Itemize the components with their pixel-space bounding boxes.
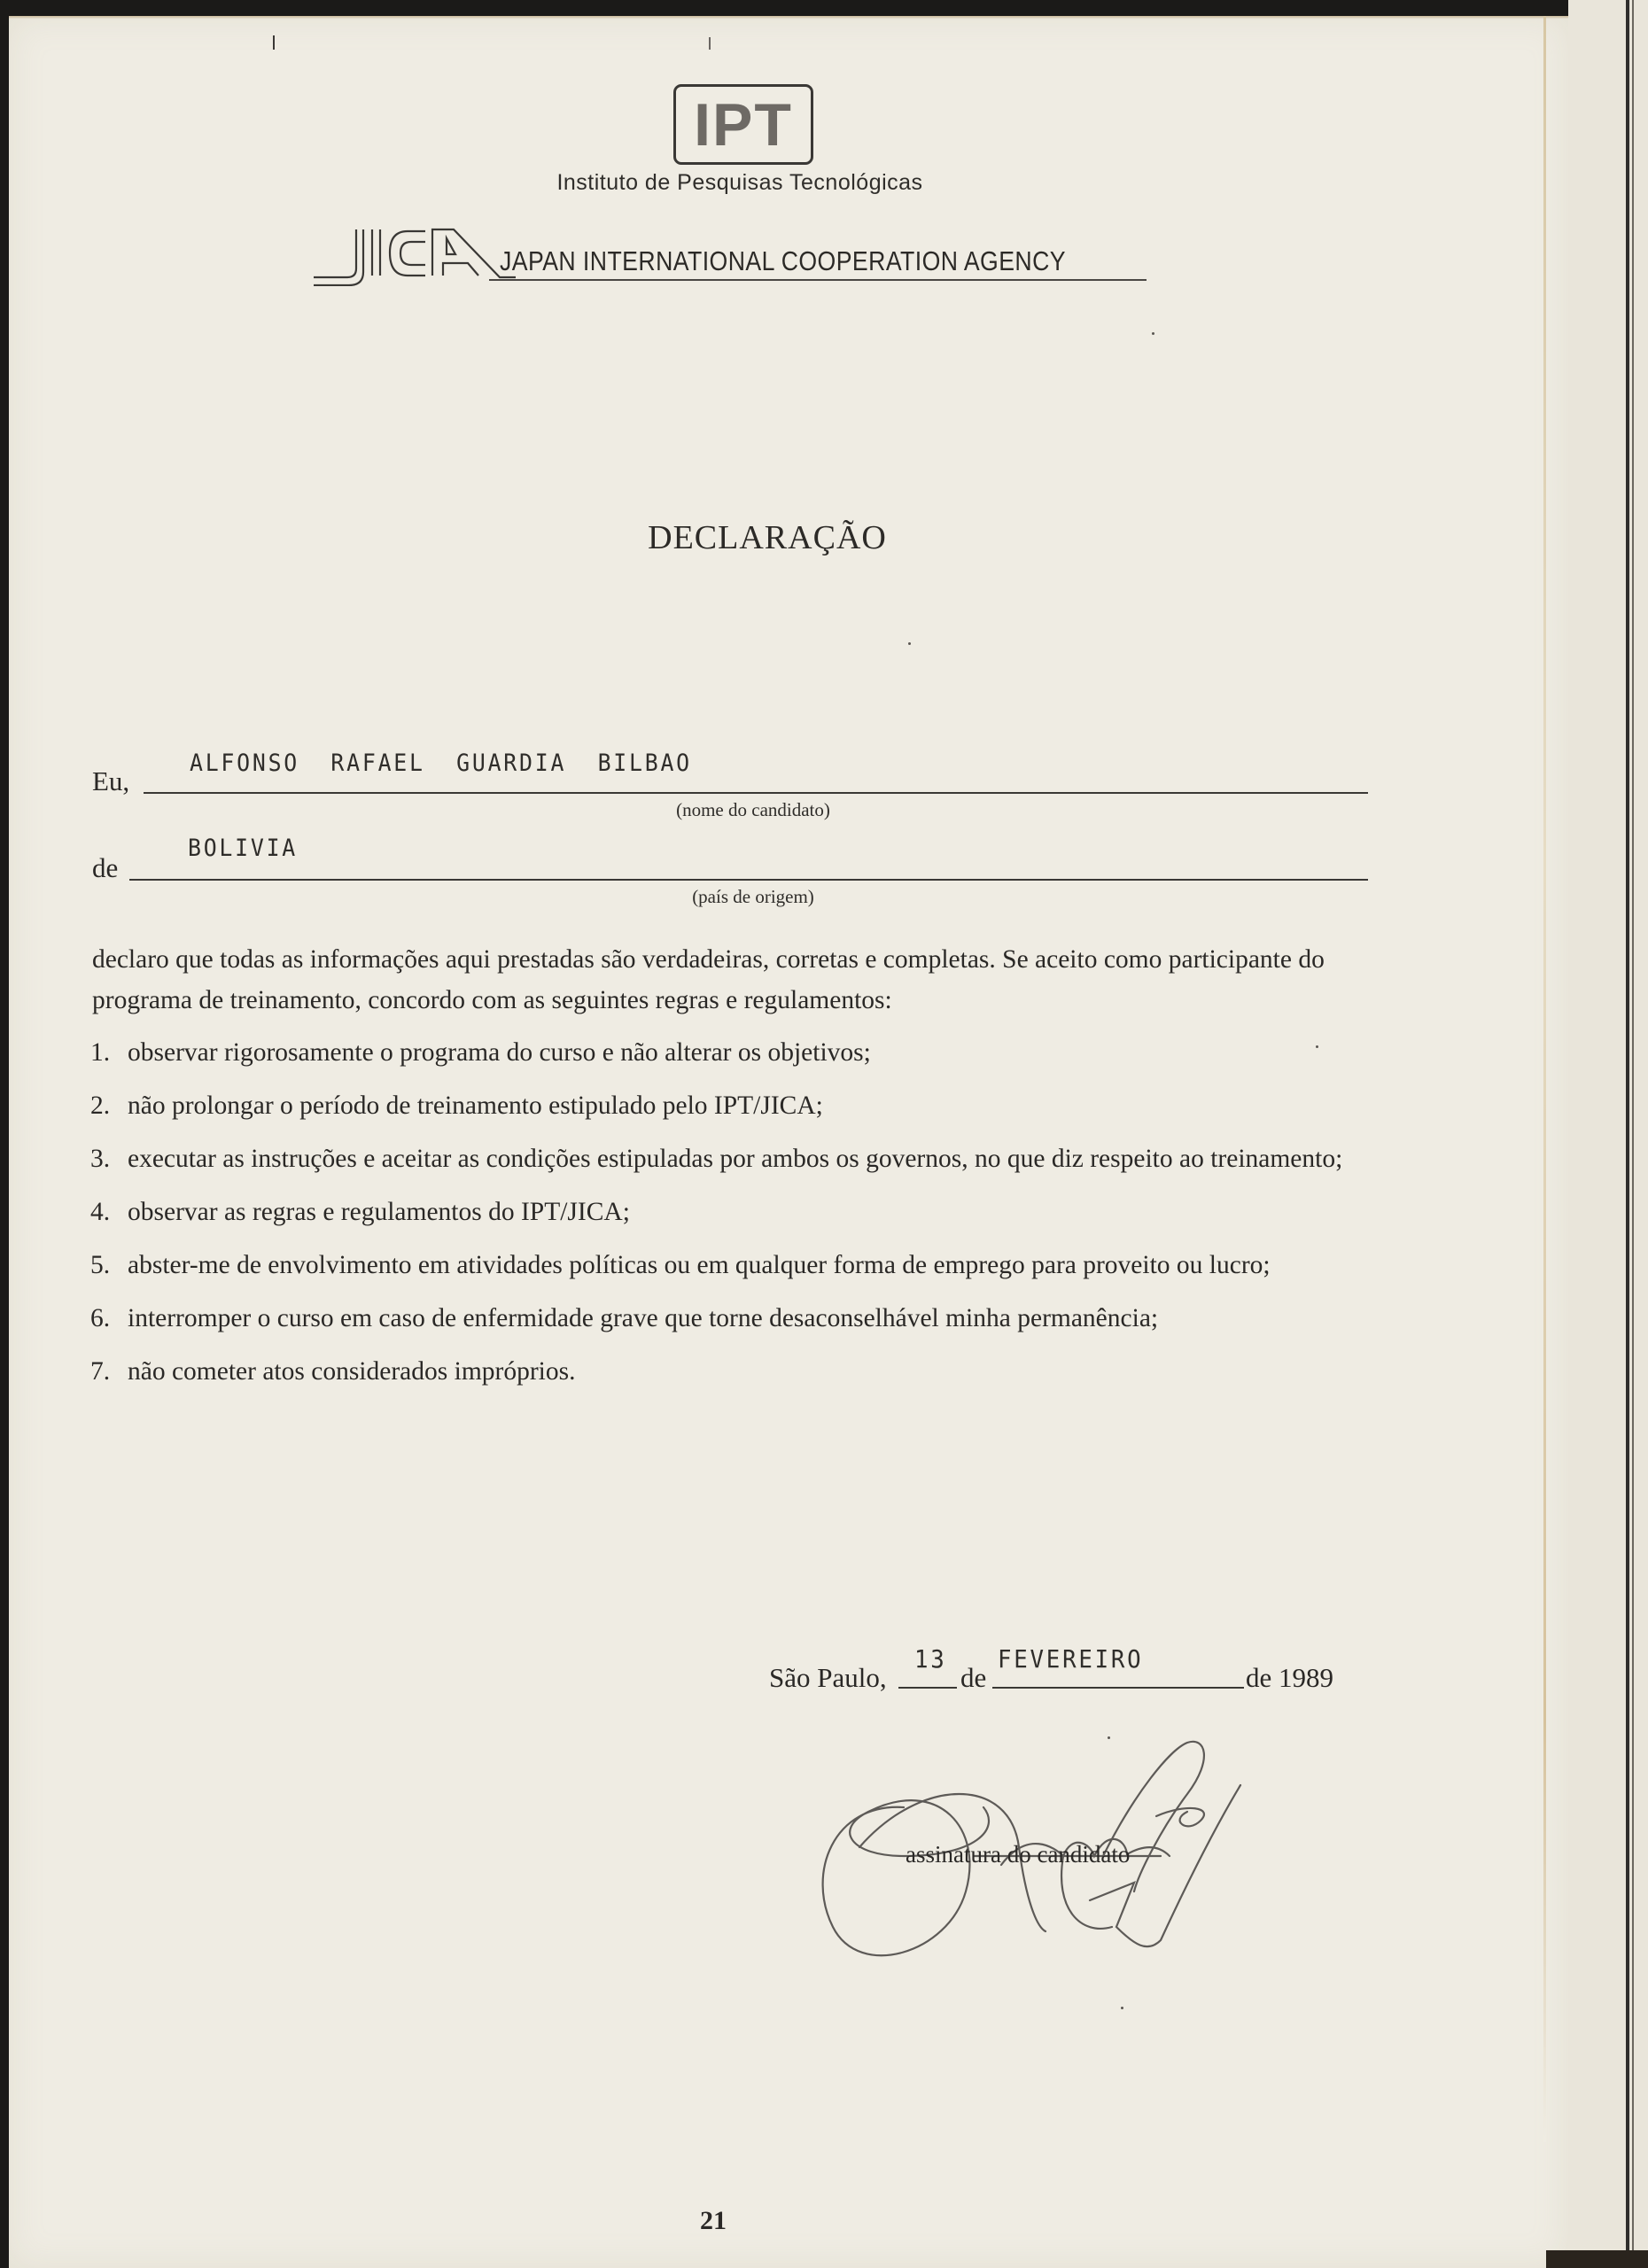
declaration-intro: declaro que todas as informações aqui prestadas são verdadeiras, corretas e completas. Se aceito como participante do programa de treinamento, concordo com as seguintes regras e regulamentos:: [92, 945, 1325, 1014]
jica-agency-name: JAPAN INTERNATIONAL COOPERATION AGENCY: [500, 245, 1067, 276]
country-prefix: de: [92, 852, 119, 883]
rule-number: 5.: [90, 1251, 111, 1279]
day-underline: [898, 1687, 957, 1689]
rules-list: [90, 1033, 1384, 1405]
date-day[interactable]: 13: [914, 1644, 947, 1674]
rule-text: executar as instruções e aceitar as condições estipuladas por ambos os governos, no que diz respeito ao treinamento;: [128, 1145, 1343, 1173]
jica-header: [312, 226, 1147, 284]
candidate-name-field: [92, 744, 1368, 797]
signature-caption: assinatura do candidato: [906, 1841, 1131, 1868]
paper-speck: [1108, 1736, 1110, 1739]
binding-strip: [1568, 0, 1648, 2268]
rule-number: 4.: [90, 1198, 111, 1226]
name-caption: (nome do candidato): [676, 799, 830, 820]
rule-item: [90, 1352, 1384, 1391]
rule-item: [90, 1086, 1384, 1125]
country-underline: [129, 879, 1368, 881]
paper-speck: [1316, 1045, 1318, 1048]
rule-item: [90, 1139, 1384, 1178]
date-city: São Paulo,: [769, 1662, 887, 1693]
date-de: de: [960, 1662, 987, 1693]
name-underline: [144, 792, 1368, 794]
jica-logo-icon: [312, 226, 516, 286]
rule-text: observar rigorosamente o programa do curso e não alterar os objetivos;: [128, 1038, 871, 1067]
document-title-text: DECLARAÇÃO: [648, 519, 887, 556]
rule-number: 2.: [90, 1091, 111, 1120]
corner-shadow: [1546, 2250, 1648, 2268]
rule-number: 1.: [90, 1038, 111, 1067]
name-prefix: Eu,: [92, 765, 130, 796]
rule-number: 6.: [90, 1304, 111, 1332]
rule-text: não prolongar o período de treinamento estipulado pelo IPT/JICA;: [128, 1091, 823, 1120]
rule-number: 3.: [90, 1145, 111, 1173]
binding-edge-inner: [1632, 0, 1634, 2268]
country-caption: (país de origem): [692, 886, 814, 907]
paper-mark: [709, 37, 711, 50]
rule-text: não cometer atos considerados impróprios.: [128, 1357, 576, 1386]
page-stain-edge: [1543, 16, 1546, 2142]
ipt-institute-name: Instituto de Pesquisas Tecnológicas: [556, 170, 923, 195]
rule-text: abster-me de envolvimento em atividades políticas ou em qualquer forma de emprego para proveito ou lucro;: [128, 1251, 1271, 1279]
rule-item: [90, 1033, 1384, 1072]
binding-edge: [1626, 0, 1629, 2268]
rule-number: 7.: [90, 1357, 111, 1386]
paper-speck: [1121, 2007, 1123, 2009]
date-year: de 1989: [1246, 1662, 1334, 1693]
page-number: 21: [700, 2206, 727, 2235]
rule-text: interromper o curso em caso de enfermidade grave que torne desaconselhável minha permanência;: [128, 1304, 1159, 1332]
ipt-logo: [673, 84, 813, 165]
date-line: [769, 1644, 1354, 1694]
rule-item: [90, 1192, 1384, 1231]
date-month[interactable]: FEVEREIRO: [998, 1644, 1144, 1674]
page-top-edge: [9, 16, 1568, 19]
rule-text: observar as regras e regulamentos do IPT/JICA;: [128, 1198, 630, 1226]
candidate-name-value[interactable]: ALFONSO RAFAEL GUARDIA BILBAO: [190, 750, 692, 777]
month-underline: [992, 1687, 1244, 1689]
jica-underline: [489, 279, 1147, 281]
country-field: [92, 831, 1368, 884]
paper-speck: [1152, 332, 1154, 335]
paper-mark: [273, 35, 275, 50]
country-value[interactable]: BOLIVIA: [188, 835, 299, 862]
ipt-logo-text: IPT: [694, 90, 793, 159]
rule-item: [90, 1246, 1384, 1285]
document-title: [0, 518, 1570, 557]
rule-item: [90, 1299, 1384, 1338]
paper-speck: [908, 642, 911, 645]
